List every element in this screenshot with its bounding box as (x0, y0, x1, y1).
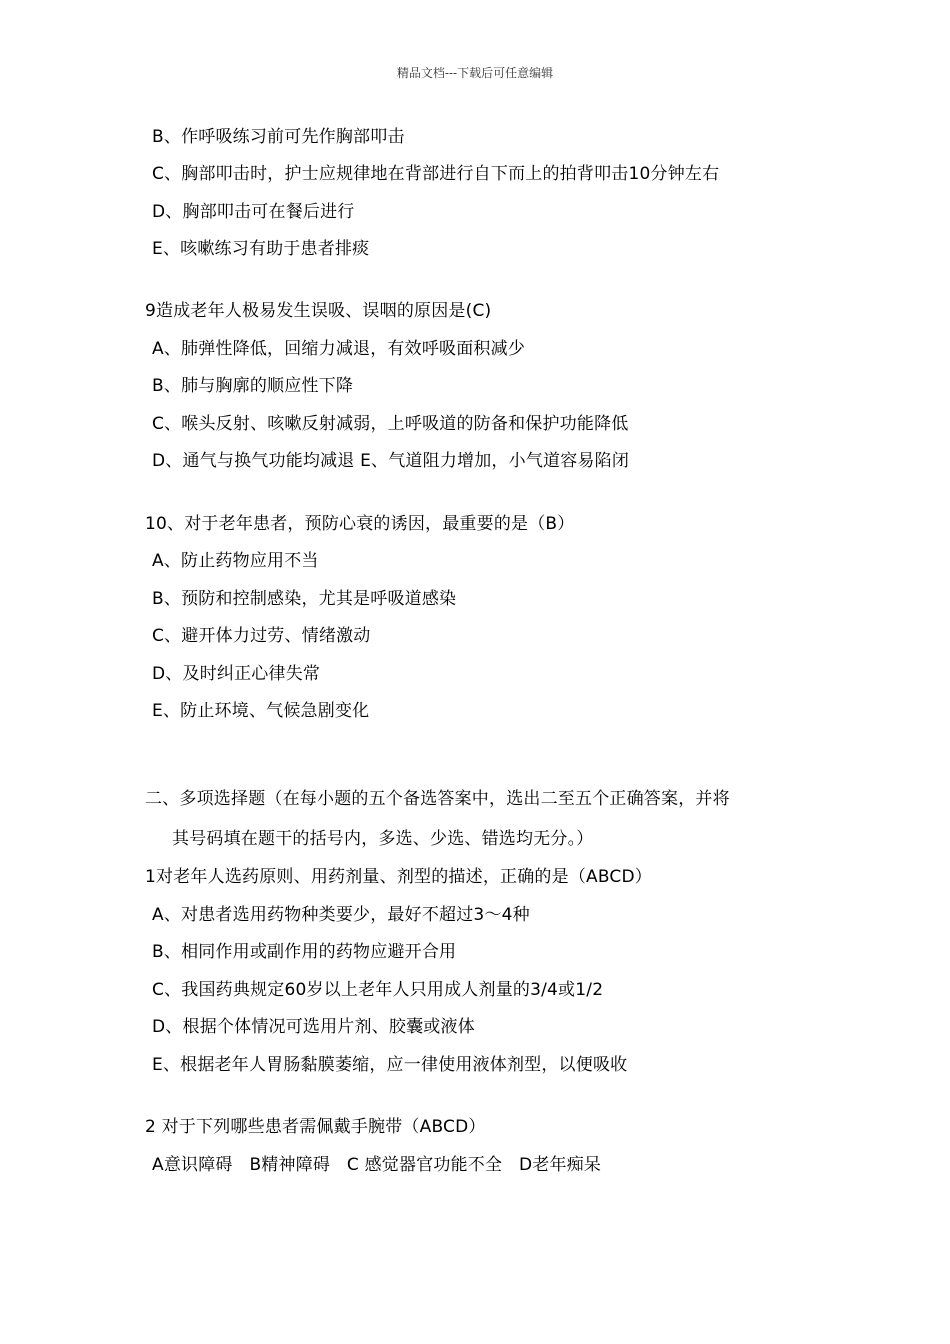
q10-option-b: B、预防和控制感染，尤其是呼吸道感染 (152, 589, 457, 609)
page-header: 精品文档---下载后可任意编辑 (396, 66, 554, 80)
q9-option-b: B、肺与胸廓的顺应性下降 (152, 376, 354, 396)
q9-option-d-e: D、通气与换气功能均减退 E、气道阻力增加，小气道容易陷闭 (152, 451, 630, 471)
q10-option-e: E、防止环境、气候急剧变化 (152, 701, 370, 721)
mq1-option-c: C、我国药典规定60岁以上老年人只用成人剂量的3/4或1/2 (152, 980, 604, 1000)
mq1-question: 1对老年人选药原则、用药剂量、剂型的描述，正确的是（ABCD） (145, 867, 652, 887)
q8-option-b: B、作呼吸练习前可先作胸部叩击 (152, 127, 405, 147)
section-2-title-continued: 其号码填在题干的括号内，多选、少选、错选均无分。） (172, 829, 594, 849)
q10-question: 10、对于老年患者，预防心衰的诱因，最重要的是（B） (145, 514, 575, 534)
q8-option-e: E、咳嗽练习有助于患者排痰 (152, 239, 370, 259)
q10-option-a: A、防止药物应用不当 (152, 551, 319, 571)
mq1-option-a: A、对患者选用药物种类要少，最好不超过3～4种 (152, 905, 530, 925)
q8-option-c: C、胸部叩击时，护士应规律地在背部进行自下而上的拍背叩击10分钟左右 (152, 164, 720, 184)
mq1-option-b: B、相同作用或副作用的药物应避开合用 (152, 942, 457, 962)
q9-option-c: C、喉头反射、咳嗽反射减弱，上呼吸道的防备和保护功能降低 (152, 414, 629, 434)
q10-option-d: D、及时纠正心律失常 (152, 664, 321, 684)
q8-option-d: D、胸部叩击可在餐后进行 (152, 202, 355, 222)
section-2-title: 二、多项选择题（在每小题的五个备选答案中，选出二至五个正确答案，并将 (145, 789, 730, 809)
q9-question: 9造成老年人极易发生误吸、误咽的原因是(C) (145, 301, 492, 321)
mq1-option-d: D、根据个体情况可选用片剂、胶囊或液体 (152, 1017, 475, 1037)
q9-option-a: A、肺弹性降低，回缩力减退，有效呼吸面积减少 (152, 339, 526, 359)
q10-option-c: C、避开体力过劳、情绪激动 (152, 626, 371, 646)
mq2-options: A意识障碍 B精神障碍 C 感觉器官功能不全 D老年痴呆 (152, 1155, 602, 1175)
mq2-question: 2 对于下列哪些患者需佩戴手腕带（ABCD） (145, 1117, 486, 1137)
mq1-option-e: E、根据老年人胃肠黏膜萎缩，应一律使用液体剂型，以便吸收 (152, 1055, 628, 1075)
